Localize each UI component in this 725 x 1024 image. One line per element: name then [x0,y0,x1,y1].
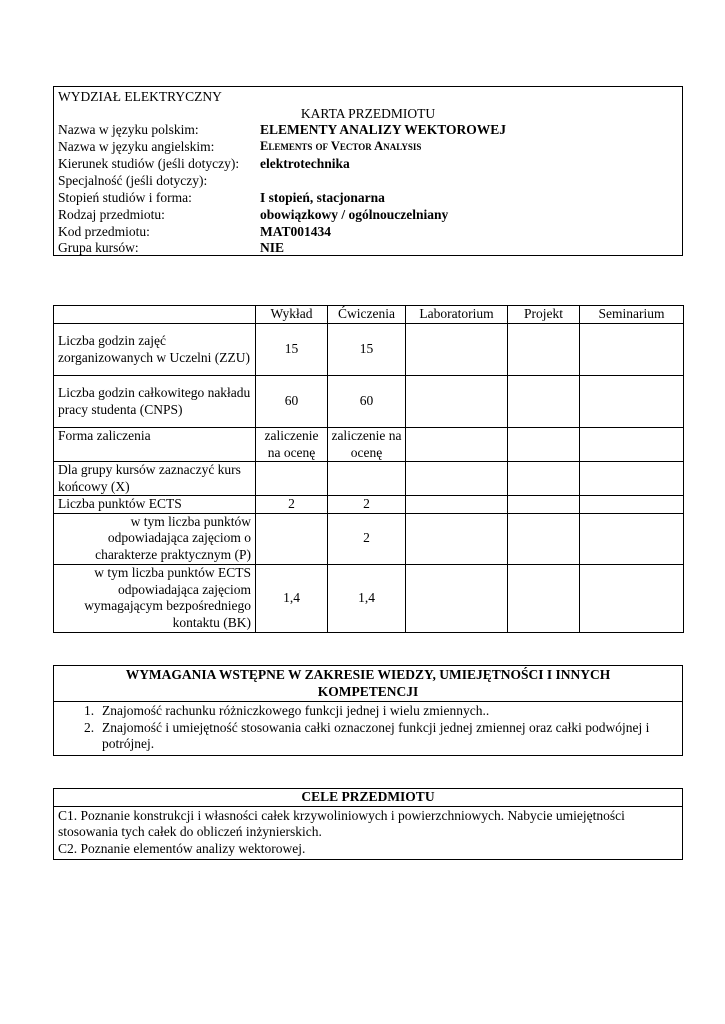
goals-title: CELE PRZEDMIOTU [54,789,683,807]
faculty-name: WYDZIAŁ ELEKTRYCZNY [58,89,222,104]
table-cell: 60 [328,376,406,428]
header-value-type: obowiązkowy / ogólnouczelniany [260,207,449,222]
list-item: C2. Poznanie elementów analizy wektorowej. [58,840,306,856]
table-cell [580,324,684,376]
row-label: Forma zaliczenia [54,428,256,462]
table-cell [580,564,684,632]
header-label-code: Kod przedmiotu: [58,224,150,239]
table-cell [580,376,684,428]
column-header-laboratory: Laboratorium [406,306,508,324]
list-item: C1. Poznanie konstrukcji i własności całek krzywoliniowych i powierzchniowych. Nabycie umiejętności stosowania tych całek do obliczeń inżynierskich. [58,807,625,839]
requirements-list [54,702,683,756]
table-cell: 1,4 [328,564,406,632]
table-cell [508,376,580,428]
column-header-project: Projekt [508,306,580,324]
header-label-specialty: Specjalność (jeśli dotyczy): [58,173,208,188]
list-item [58,703,678,720]
table-cell: zaliczenie na ocenę [256,428,328,462]
table-cell [508,564,580,632]
table-cell: 15 [328,324,406,376]
goals-list [54,806,683,860]
table-cell [508,462,580,496]
header-value-course-group: NIE [260,240,285,255]
header-label-field: Kierunek studiów (jeśli dotyczy): [58,156,240,171]
table-row [54,324,684,376]
row-label: w tym liczba punktów ECTS odpowiadająca zajęciom wymagającym bezpośredniego kontaktu (BK) [54,564,256,632]
table-cell [256,462,328,496]
table-cell: 60 [256,376,328,428]
hours-table [53,305,684,633]
requirements-title: WYMAGANIA WSTĘPNE W ZAKRESIE WIEDZY, UMIEJĘTNOŚCI I INNYCH KOMPETENCJI [54,666,683,702]
table-cell [406,496,508,514]
table-cell [406,513,508,564]
table-cell: 15 [256,324,328,376]
table-cell [580,462,684,496]
goals-body-row [54,806,683,860]
table-row [54,564,684,632]
requirements-title-row [54,666,683,702]
row-label: Liczba punktów ECTS [54,496,256,514]
table-cell [406,564,508,632]
table-cell: zaliczenie na ocenę [328,428,406,462]
table-cell [508,428,580,462]
table-cell [580,496,684,514]
table-cell: 2 [328,496,406,514]
table-cell [508,324,580,376]
card-title: KARTA PRZEDMIOTU [300,106,436,121]
table-cell: 2 [256,496,328,514]
header-label-course-group: Grupa kursów: [58,240,139,255]
list-item-text: Znajomość i umiejętność stosowania całki oznaczonej funkcji jednej zmiennej oraz całki podwójnej i potrójnej. [102,719,650,751]
column-header-seminar: Seminarium [580,306,684,324]
requirements-body-row [54,702,683,756]
header-value-field: elektrotechnika [260,156,350,171]
requirements-table [53,665,683,756]
header-label-polish-name: Nazwa w języku polskim: [58,122,199,137]
column-header-lecture: Wykład [256,306,328,324]
header-value-english-name: Elements of Vector Analysis [260,139,422,153]
row-label: Dla grupy kursów zaznaczyć kurs końcowy (X) [54,462,256,496]
table-cell [406,462,508,496]
table-cell [256,513,328,564]
goals-table [53,788,683,860]
header-value-code: MAT001434 [260,224,331,239]
header-label-type: Rodzaj przedmiotu: [58,207,165,222]
table-cell [508,496,580,514]
table-row [54,376,684,428]
table-cell [580,428,684,462]
table-cell: 1,4 [256,564,328,632]
table-row [54,428,684,462]
header-value-level: I stopień, stacjonarna [260,190,385,205]
table-cell [406,376,508,428]
goals-title-row [54,789,683,807]
row-label: w tym liczba punktów odpowiadająca zajęciom o charakterze praktycznym (P) [54,513,256,564]
header-label-english-name: Nazwa w języku angielskim: [58,139,215,154]
table-cell: 2 [328,513,406,564]
table-row [54,496,684,514]
list-item-number: 1. [84,703,95,718]
list-item [58,720,678,753]
list-item-text: Znajomość rachunku różniczkowego funkcji jednej i wielu zmiennych.. [102,703,490,718]
list-item-number: 2. [84,719,95,735]
column-header-exercises: Ćwiczenia [328,306,406,324]
table-cell [406,428,508,462]
course-header-box [53,86,683,256]
table-cell [328,462,406,496]
header-label-level: Stopień studiów i forma: [58,190,192,205]
header-value-polish-name: ELEMENTY ANALIZY WEKTOROWEJ [260,122,507,137]
table-cell [406,324,508,376]
table-cell [508,513,580,564]
table-row [54,462,684,496]
table-corner-cell [54,306,256,324]
row-label: Liczba godzin całkowitego nakładu pracy studenta (CNPS) [54,376,256,428]
row-label: Liczba godzin zajęć zorganizowanych w Uczelni (ZZU) [54,324,256,376]
table-cell [580,513,684,564]
table-row [54,513,684,564]
table-header-row [54,306,684,324]
